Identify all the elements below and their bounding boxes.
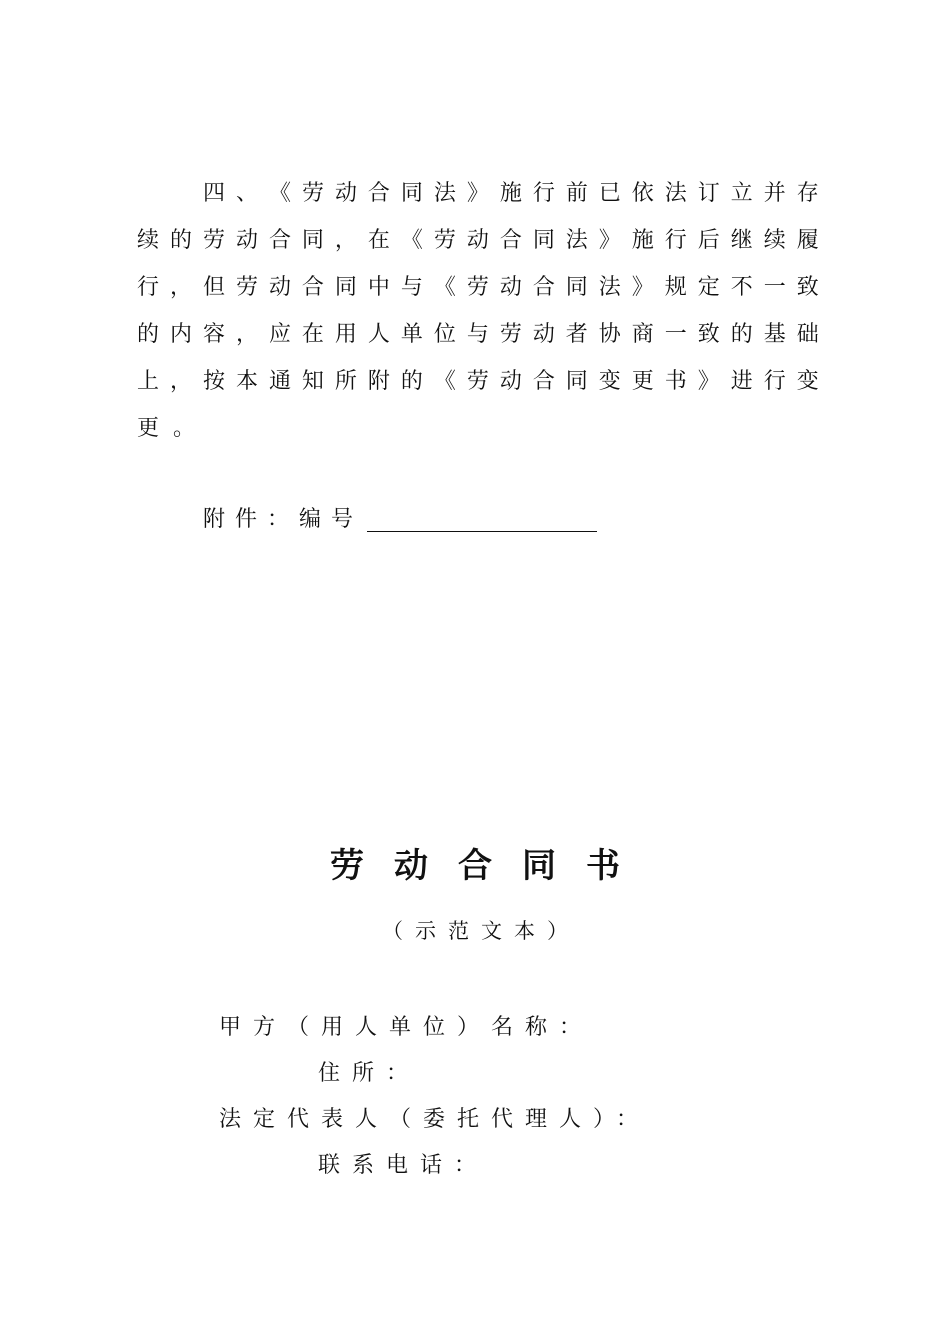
clause-char: 单 <box>400 322 423 347</box>
legal-representative-label: 法定代表人（委托代理人）： <box>219 1107 651 1132</box>
clause-char: 按 <box>202 369 225 394</box>
clause-char: 劳 <box>433 228 456 253</box>
clause-char: 施 <box>499 181 522 206</box>
clause-char: 合 <box>268 228 291 253</box>
clause-char: 基 <box>763 322 786 347</box>
clause-char: 继 <box>730 228 753 253</box>
clause-char: 所 <box>334 369 357 394</box>
clause-char: 行 <box>137 275 160 300</box>
clause-char: 上 <box>137 369 160 394</box>
clause-char: 施 <box>631 228 654 253</box>
clause-char: 动 <box>334 181 357 206</box>
clause-char: 同 <box>565 369 588 394</box>
clause-char: 书 <box>664 369 687 394</box>
clause-char: 变 <box>796 369 819 394</box>
clause-char: 同 <box>400 181 423 206</box>
clause-char: ， <box>169 369 192 394</box>
clause-char: 动 <box>499 369 522 394</box>
clause-char: 《 <box>268 181 291 206</box>
clause-char: 劳 <box>202 228 225 253</box>
clause-char: 合 <box>499 228 522 253</box>
party-a-name-label: 甲方（用人单位）名称： <box>219 1015 594 1040</box>
clause-char: 一 <box>763 275 786 300</box>
clause-char: ， <box>334 228 357 253</box>
clause-char: 后 <box>697 228 720 253</box>
clause-char: 动 <box>532 322 555 347</box>
clause-char: 行 <box>532 181 555 206</box>
clause-char: 规 <box>664 275 687 300</box>
clause-char: 劳 <box>499 322 522 347</box>
clause-char: 不 <box>730 275 753 300</box>
clause-char: 致 <box>796 275 819 300</box>
clause-char: 商 <box>631 322 654 347</box>
clause-char: 与 <box>466 322 489 347</box>
address-label: 住所： <box>318 1061 421 1086</box>
clause-char: 履 <box>796 228 819 253</box>
clause-char: 在 <box>367 228 390 253</box>
clause-char: 并 <box>763 181 786 206</box>
clause-char: 人 <box>367 322 390 347</box>
clause-char: 行 <box>664 228 687 253</box>
clause-char: 立 <box>730 181 753 206</box>
clause-line <box>137 268 819 315</box>
attachment-line <box>203 500 597 540</box>
clause-char: 》 <box>631 275 654 300</box>
clause-char: 。 <box>173 416 196 441</box>
clause-char: 合 <box>532 275 555 300</box>
clause-char: 本 <box>235 369 258 394</box>
clause-char: 内 <box>169 322 192 347</box>
clause-char: 位 <box>433 322 456 347</box>
clause-line <box>137 362 819 409</box>
clause-char: 已 <box>598 181 621 206</box>
clause-line <box>137 174 819 221</box>
clause-line <box>137 315 819 362</box>
clause-char: 同 <box>532 228 555 253</box>
clause-char: 中 <box>367 275 390 300</box>
clause-char: 的 <box>400 369 423 394</box>
clause-four-paragraph <box>137 174 819 456</box>
clause-char: 续 <box>137 228 160 253</box>
clause-char: 存 <box>796 181 819 206</box>
clause-char: 致 <box>697 322 720 347</box>
clause-char: ， <box>169 275 192 300</box>
clause-char: 的 <box>137 322 160 347</box>
clause-char: 附 <box>367 369 390 394</box>
clause-char: 劳 <box>235 275 258 300</box>
clause-char: 法 <box>565 228 588 253</box>
contract-title: 劳动合同书 <box>330 846 650 886</box>
clause-char: 应 <box>268 322 291 347</box>
clause-char: 一 <box>664 322 687 347</box>
clause-char: 动 <box>235 228 258 253</box>
clause-char: 定 <box>697 275 720 300</box>
clause-char: 容 <box>202 322 225 347</box>
clause-char: 》 <box>598 228 621 253</box>
clause-char: 但 <box>202 275 225 300</box>
clause-char: 法 <box>598 275 621 300</box>
clause-char: 础 <box>796 322 819 347</box>
clause-char: 依 <box>631 181 654 206</box>
clause-char: 《 <box>433 275 456 300</box>
clause-char: 四 <box>203 181 226 206</box>
clause-char: 变 <box>598 369 621 394</box>
clause-char: 动 <box>499 275 522 300</box>
clause-char: 动 <box>466 228 489 253</box>
clause-char: 《 <box>433 369 456 394</box>
clause-char: 的 <box>730 322 753 347</box>
clause-line <box>137 221 819 268</box>
clause-char: 劳 <box>466 275 489 300</box>
clause-char: 知 <box>301 369 324 394</box>
clause-char: 行 <box>763 369 786 394</box>
contact-phone-label: 联系电话： <box>318 1153 489 1178</box>
clause-char: 动 <box>268 275 291 300</box>
clause-char: 》 <box>697 369 720 394</box>
clause-char: 续 <box>763 228 786 253</box>
clause-char: 、 <box>235 181 258 206</box>
clause-char: 订 <box>697 181 720 206</box>
clause-char: 更 <box>137 416 160 441</box>
clause-char: 更 <box>631 369 654 394</box>
clause-char: 者 <box>565 322 588 347</box>
attachment-label: 附件：编号 <box>203 507 364 532</box>
clause-char: 合 <box>532 369 555 394</box>
clause-char: 与 <box>400 275 423 300</box>
clause-char: 通 <box>268 369 291 394</box>
clause-char: 的 <box>169 228 192 253</box>
clause-char: 同 <box>301 228 324 253</box>
clause-char: 劳 <box>301 181 324 206</box>
clause-char: 劳 <box>466 369 489 394</box>
contract-subtitle: （示范文本） <box>382 919 580 943</box>
clause-char: 》 <box>466 181 489 206</box>
clause-char: 用 <box>334 322 357 347</box>
clause-char: 前 <box>565 181 588 206</box>
clause-char: 合 <box>301 275 324 300</box>
clause-char: 协 <box>598 322 621 347</box>
clause-char: ， <box>235 322 258 347</box>
clause-char: 合 <box>367 181 390 206</box>
clause-char: 同 <box>334 275 357 300</box>
clause-char: 《 <box>400 228 423 253</box>
clause-char: 法 <box>664 181 687 206</box>
clause-line <box>137 409 819 456</box>
attachment-number-blank[interactable] <box>367 505 597 532</box>
clause-char: 同 <box>565 275 588 300</box>
clause-char: 在 <box>301 322 324 347</box>
clause-char: 进 <box>730 369 753 394</box>
clause-char: 法 <box>433 181 456 206</box>
